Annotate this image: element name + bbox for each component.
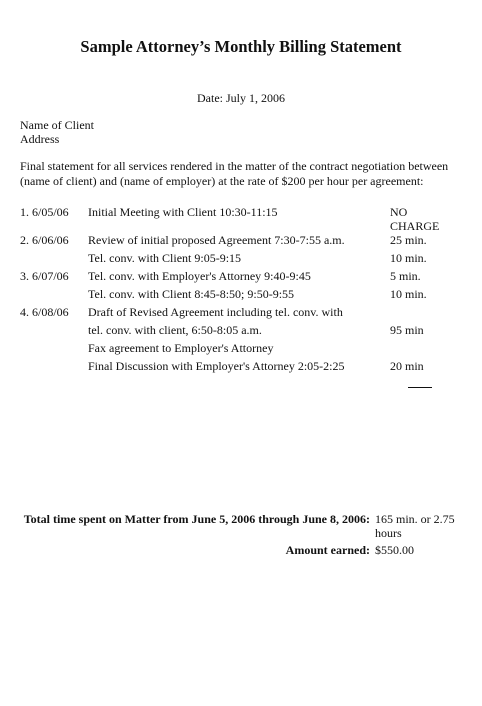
statement-date: Date: July 1, 2006 [197, 91, 285, 105]
entry-description: Initial Meeting with Client 10:30-11:15 [88, 205, 278, 219]
entry-description: Fax agreement to Employer's Attorney [88, 341, 274, 355]
intro-paragraph: Final statement for all services rendered in the matter of the contract negotiation between (name of client) and (name of employer) at the rate of $200 per hour per agreement: [20, 159, 449, 188]
entry-time: 10 min. [390, 251, 427, 265]
entry-row [20, 341, 450, 359]
entry-description: Tel. conv. with Employer's Attorney 9:40-9:45 [88, 269, 311, 283]
entry-time: 5 min. [390, 269, 421, 283]
entry-row [20, 233, 450, 251]
entry-date: 2. 6/06/06 [20, 233, 69, 247]
entry-time: 95 min [390, 323, 424, 337]
entry-row [20, 323, 450, 341]
statement-title: Sample Attorney’s Monthly Billing Statement [80, 37, 402, 56]
entry-date: 1. 6/05/06 [20, 205, 69, 219]
entry-time: NO CHARGE [390, 205, 440, 233]
amount-earned-label: Amount earned: [285, 543, 370, 557]
total-time-value: 165 min. or 2.75 hours [375, 512, 455, 540]
entry-row [20, 205, 450, 233]
entry-description: Draft of Revised Agreement including tel. conv. with [88, 305, 343, 319]
entry-row [20, 359, 450, 377]
sum-rule [408, 387, 432, 388]
entry-row [20, 251, 450, 269]
total-time-label: Total time spent on Matter from June 5, 2006 through June 8, 2006: [23, 512, 370, 526]
amount-earned-value: $550.00 [375, 543, 414, 557]
entry-time: 10 min. [390, 287, 427, 301]
entry-row [20, 305, 450, 323]
entry-row [20, 287, 450, 305]
client-address: Address [20, 132, 60, 146]
entry-description: Tel. conv. with Client 9:05-9:15 [88, 251, 242, 265]
entry-row [20, 269, 450, 287]
entry-date: 4. 6/08/06 [20, 305, 69, 319]
entry-time: 20 min [390, 359, 424, 373]
entry-description: Tel. conv. with Client 8:45-8:50; 9:50-9:55 [88, 287, 295, 301]
entry-description: tel. conv. with client, 6:50-8:05 a.m. [88, 323, 262, 337]
client-name: Name of Client [20, 118, 94, 132]
entry-time: 25 min. [390, 233, 427, 247]
entry-description: Final Discussion with Employer's Attorney 2:05-2:25 [88, 359, 345, 373]
billing-entries [20, 205, 450, 377]
entry-description: Review of initial proposed Agreement 7:30-7:55 a.m. [88, 233, 345, 247]
entry-date: 3. 6/07/06 [20, 269, 69, 283]
